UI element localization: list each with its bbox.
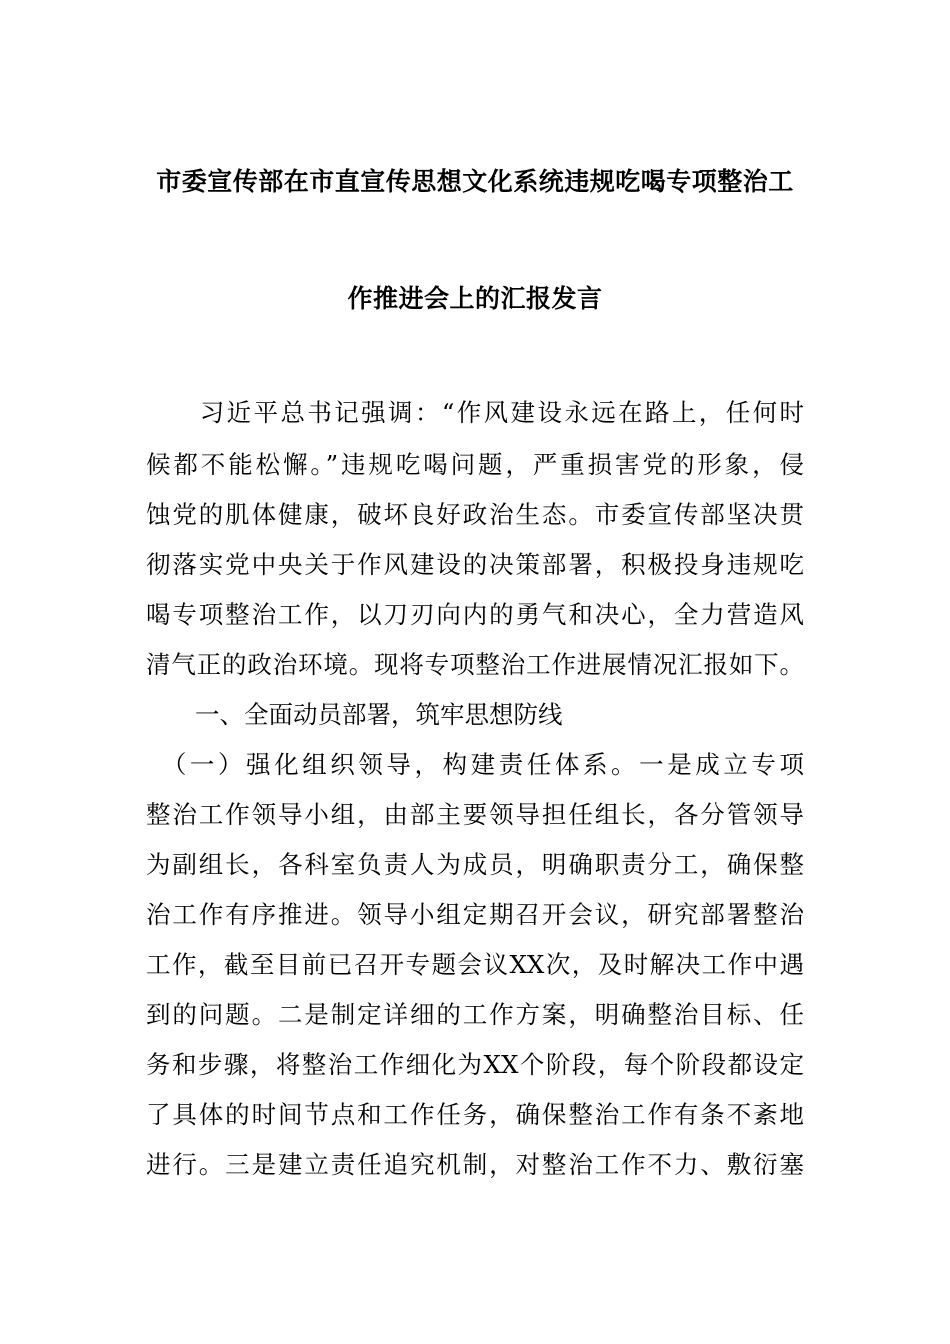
body-line: 候都不能松懈。”违规吃喝问题，严重损害党的形象，侵 [146,450,804,479]
body-line: （一）强化组织领导，构建责任体系。一是成立专项 [146,750,804,779]
body-line: 清气正的政治环境。现将专项整治工作进展情况汇报如下。 [146,650,804,679]
body-line: 进行。三是建立责任追究机制，对整治工作不力、敷衍塞 [146,1150,804,1179]
body-line: 务和步骤，将整治工作细化为XX个阶段，每个阶段都设定 [146,1050,804,1079]
document-title-line-1: 市委宣传部在市直宣传思想文化系统违规吃喝专项整治工 [156,167,794,196]
body-line: 工作，截至目前已召开专题会议XX次，及时解决工作中遇 [146,950,804,979]
body-line: 到的问题。二是制定详细的工作方案，明确整治目标、任 [146,1000,804,1029]
document-title-line-2: 作推进会上的汇报发言 [347,284,603,313]
body-line: 彻落实党中央关于作风建设的决策部署，积极投身违规吃 [146,550,804,579]
body-line: 治工作有序推进。领导小组定期召开会议，研究部署整治 [146,900,804,929]
body-line: 喝专项整治工作，以刀刃向内的勇气和决心，全力营造风 [146,600,804,629]
body-line: 为副组长，各科室负责人为成员，明确职责分工，确保整 [146,850,804,879]
body-line: 蚀党的肌体健康，破坏良好政治生态。市委宣传部坚决贯 [146,500,804,529]
section-heading: 一、全面动员部署，筑牢思想防线 [146,700,563,729]
body-line: 整治工作领导小组，由部主要领导担任组长，各分管领导 [146,800,804,829]
body-line: 习近平总书记强调：“作风建设永远在路上，任何时 [146,398,804,427]
body-line: 了具体的时间节点和工作任务，确保整治工作有条不紊地 [146,1100,804,1129]
